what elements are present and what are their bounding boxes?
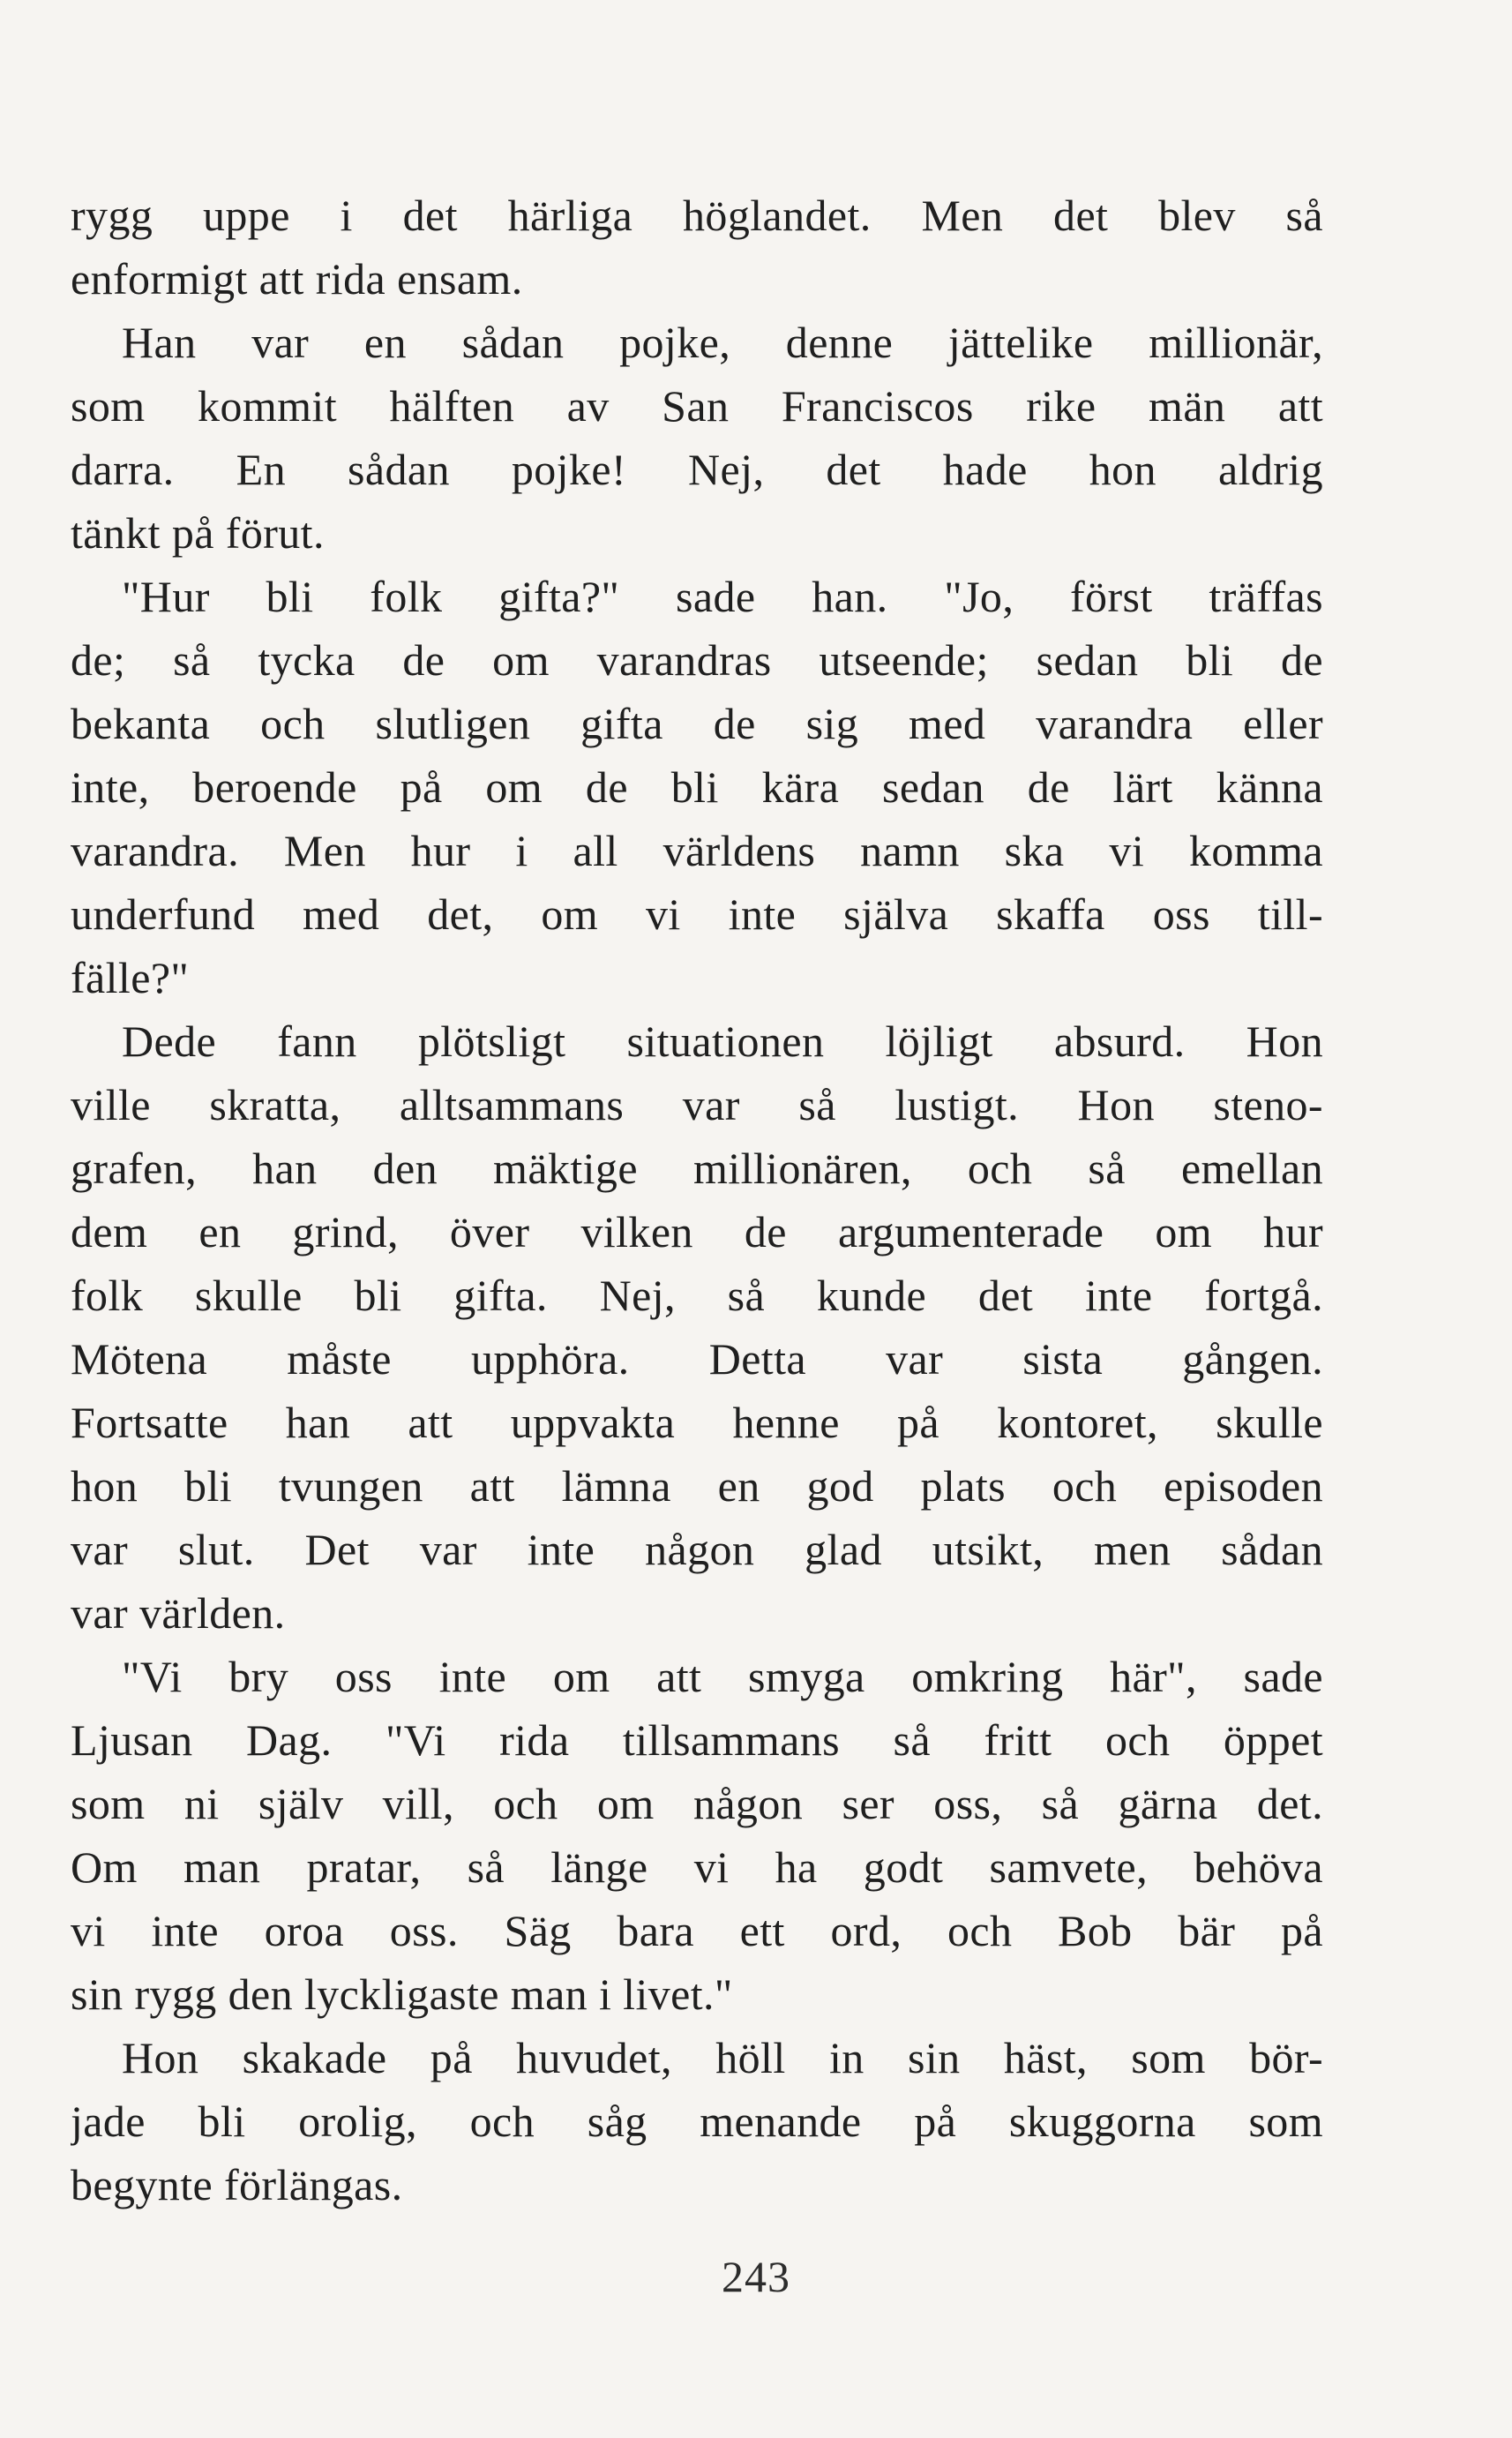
text-line: "Vi bry oss inte om att smyga omkring här", sade (122, 1652, 1323, 1701)
text-line: som kommit hälften av San Franciscos rike män att (71, 381, 1323, 431)
text-line: bekanta och slutligen gifta de sig med varandra eller (71, 699, 1323, 748)
text-line: Om man pratar, så länge vi ha godt samvete, behöva (71, 1842, 1323, 1892)
text-line: "Hur bli folk gifta?" sade han. "Jo, först träffas (122, 572, 1323, 621)
text-line: tänkt på förut. (71, 508, 325, 558)
text-line: enformigt att rida ensam. (71, 254, 523, 304)
text-line: folk skulle bli gifta. Nej, så kunde det inte fortgå. (71, 1271, 1323, 1320)
text-line: var slut. Det var inte någon glad utsikt, men sådan (71, 1525, 1323, 1574)
text-line: rygg uppe i det härliga höglandet. Men det blev så (71, 191, 1323, 240)
text-line: Dede fann plötsligt situationen löjligt absurd. Hon (122, 1016, 1323, 1066)
text-line: grafen, han den mäktige millionären, och så emellan (71, 1144, 1323, 1193)
text-line: Han var en sådan pojke, denne jättelike millionär, (122, 318, 1323, 367)
text-line: begynte förlängas. (71, 2160, 403, 2209)
text-line: Fortsatte han att uppvakta henne på kontoret, skulle (71, 1398, 1323, 1447)
text-line: dem en grind, över vilken de argumenterade om hur (71, 1207, 1323, 1257)
text-line: jade bli orolig, och såg menande på skuggorna som (71, 2097, 1323, 2146)
text-line: de; så tycka de om varandras utseende; sedan bli de (71, 635, 1323, 685)
text-line: darra. En sådan pojke! Nej, det hade hon aldrig (71, 445, 1323, 494)
text-line: som ni själv vill, och om någon ser oss, så gärna det. (71, 1779, 1323, 1828)
text-line: underfund med det, om vi inte själva skaffa oss till- (71, 889, 1323, 939)
text-line: vi inte oroa oss. Säg bara ett ord, och Bob bär på (71, 1906, 1323, 1955)
text-line: Hon skakade på huvudet, höll in sin häst, som bör- (122, 2033, 1323, 2082)
text-line: inte, beroende på om de bli kära sedan de lärt känna (71, 762, 1323, 812)
text-line: varandra. Men hur i all världens namn ska vi komma (71, 826, 1323, 875)
text-line: Ljusan Dag. "Vi rida tillsammans så fritt och öppet (71, 1715, 1323, 1765)
page-number: 243 (722, 2252, 790, 2301)
text-line: fälle?" (71, 953, 190, 1002)
text-line: ville skratta, alltsammans var så lustigt. Hon steno- (71, 1080, 1323, 1129)
text-line: Mötena måste upphöra. Detta var sista gången. (71, 1334, 1323, 1384)
text-line: hon bli tvungen att lämna en god plats och episoden (71, 1461, 1323, 1511)
text-line: sin rygg den lyckligaste man i livet." (71, 1969, 733, 2019)
body-text (71, 184, 1323, 2217)
text-line: var världen. (71, 1588, 286, 1638)
